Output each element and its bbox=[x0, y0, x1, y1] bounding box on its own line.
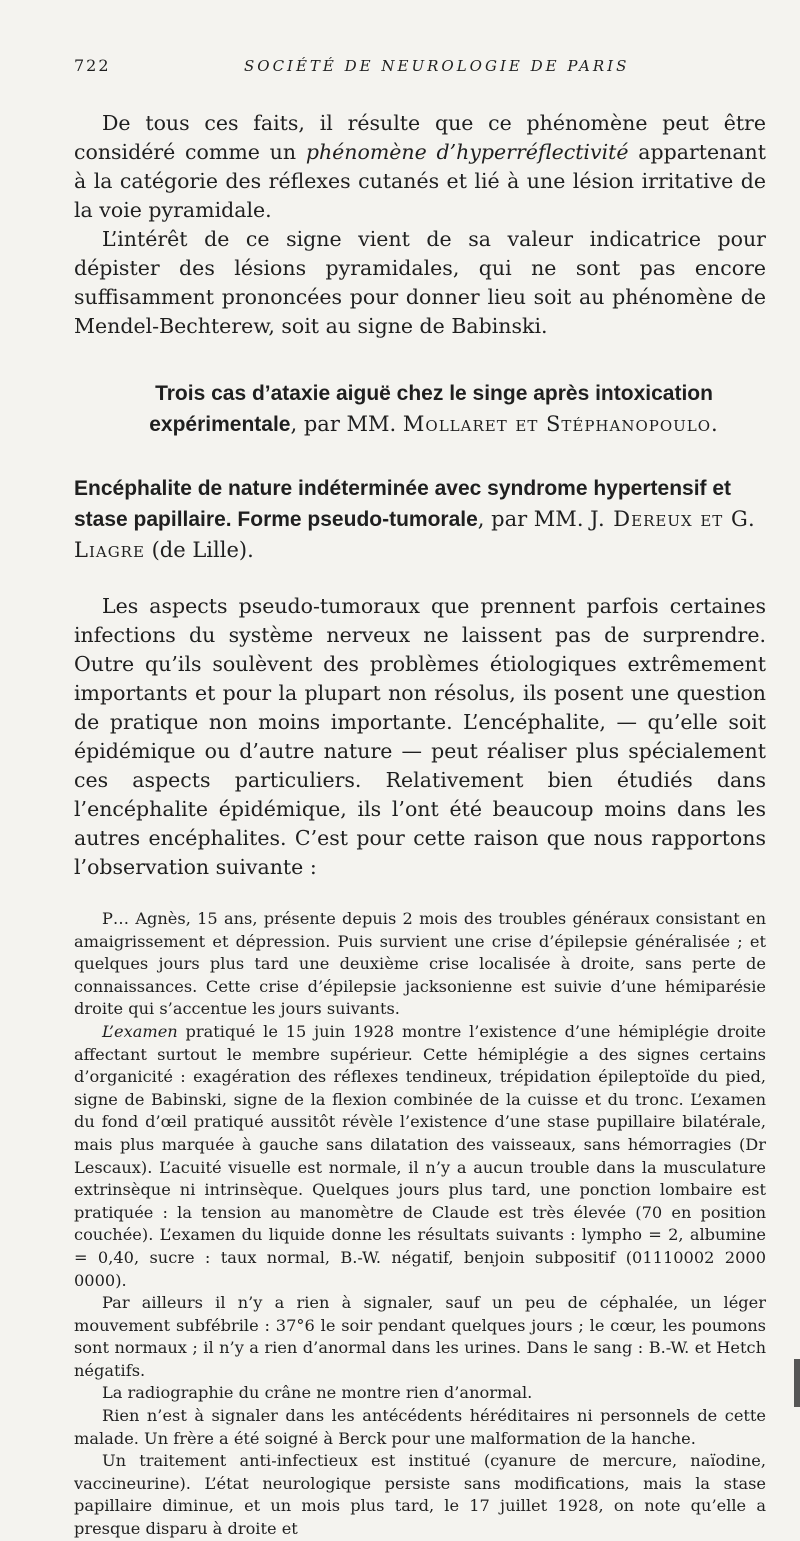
spacer bbox=[74, 882, 766, 908]
page-number: 722 bbox=[74, 56, 111, 75]
article-title-2 bbox=[74, 474, 766, 566]
case-paragraph-6: Un traitement anti-infectieux est institué (cyanure de mercure, naïodine, vaccineurine). L’état neurologique persiste sans modifications, mais la stase papillaire diminue, et un mois plus tard, le 17 juillet 1928, on note qu’elle a presque disparu à droite et bbox=[74, 1451, 766, 1539]
case-paragraph-4: La radiographie du crâne ne montre rien d’anormal. bbox=[102, 1383, 533, 1403]
scan-edge-mark bbox=[794, 1359, 800, 1407]
journal-title: SOCIÉTÉ DE NEUROLOGIE DE PARIS bbox=[244, 57, 630, 75]
intro-text-b: appartenant à la catégorie des réflexes cutanés et lié à une lésion irritative de la voie pyramidale. bbox=[74, 140, 766, 222]
case-text-2: pratiqué le 15 juin 1928 montre l’existence d’une hémiplégie droite affectant surtout le membre supérieur. Cette hémiplégie a des signes certains d’organicité : exagération des réflexes tendineux, trépidation épileptoïde du pied, signe de Babinski, signe de la flexion combinée de la cuisse et du tronc. L’examen du fond d’œil pratiqué aussitôt révèle l’existence d’une stase pupillaire bilatérale, mais plus marquée à gauche sans dilatation des vaisseaux, sans hémorragies (Dr Lescaux). L’acuité visuelle est normale, il n’y a aucun trouble dans la musculature extrinsèque ni intrinsèque. Quelques jours plus tard, une ponction lombaire est pratiquée : la tension au manomètre de Claude est très élevée (70 en position couchée). L’examen du liquide donne les résultats suivants : lympho = 2, albumine = 0,40, sucre : taux normal, B.-W. négatif, benjoin subpositif (01110002 2000 0000). bbox=[74, 1021, 766, 1290]
running-head bbox=[74, 56, 766, 75]
article-1-title: Trois cas d’ataxie aiguë chez le singe après intoxication expérimentale bbox=[149, 382, 713, 436]
intro-paragraph-2: L’intérêt de ce signe vient de sa valeur indicatrice pour dépister des lésions pyramidales, qui ne sont pas encore suffisamment prononcées pour donner lieu soit au phénomène de Mendel-Bechterew, soit au signe de Babinski. bbox=[74, 227, 766, 338]
case-paragraph-1: P… Agnès, 15 ans, présente depuis 2 mois des troubles généraux consistant en amaigrissement et dépression. Puis survient une crise d’épilepsie généralisée ; et quelques jours plus tard une deuxième crise localisée à droite, sans perte de connaissances. Cette crise d’épilepsie jacksonienne est suivie d’une hémiparésie droite qui s’accentue les jours suivants. bbox=[74, 909, 766, 1019]
case-italic-exam: L’examen bbox=[102, 1021, 178, 1041]
case-paragraph-3: Par ailleurs il n’y a rien à signaler, sauf un peu de céphalée, un léger mouvement subfébrile : 37°6 le soir pendant quelques jours ; le cœur, les poumons sont normaux ; il n’y a rien d’anormal dans les urines. Dans le sang : B.-W. et Hetch négatifs. bbox=[74, 1293, 766, 1380]
article-2-title: Encéphalite de nature indéterminée avec syndrome hypertensif et stase papillaire. Forme pseudo-tumorale bbox=[74, 477, 732, 531]
article-1-authors: Mollaret et Stéphanopoulo. bbox=[402, 412, 719, 436]
intro-text-a: De tous ces faits, il résulte que ce phénomène peut être considéré comme un bbox=[74, 111, 766, 164]
case-paragraph-5: Rien n’est à signaler dans les antécédents héréditaires ni personnels de cette malade. Un frère a été soigné à Berck pour une malformation de la hanche. bbox=[74, 1406, 766, 1448]
article-2-place: (de Lille). bbox=[144, 538, 254, 562]
body-paragraph-1: Les aspects pseudo-tumoraux que prennent parfois certaines infections du système nerveux ne laissent pas de surprendre. Outre qu’ils soulèvent des problèmes étiologiques extrêmement importants et pour la plupart non résolus, ils posent une question de pratique non moins importante. L’encéphalite, — qu’elle soit épidémique ou d’autre nature — peut réaliser plus spécialement ces aspects particuliers. Relativement bien étudiés dans l’encéphalite épidémique, ils l’ont été beaucoup moins dans les autres encéphalites. C’est pour cette raison que nous rapportons l’observation suivante : bbox=[74, 594, 766, 879]
article-1-by: , par MM. bbox=[290, 412, 403, 436]
article-2-by: , par MM. bbox=[477, 507, 591, 531]
case-paragraph-2 bbox=[74, 1021, 766, 1292]
intro-italic-term: phénomène d’hyperréflectivité bbox=[305, 140, 629, 164]
intro-paragraph-1 bbox=[74, 109, 766, 225]
article-title-1 bbox=[108, 379, 760, 440]
article-2-authors: J. Dereux et G. Liagre bbox=[74, 507, 756, 562]
spacer bbox=[74, 566, 766, 592]
